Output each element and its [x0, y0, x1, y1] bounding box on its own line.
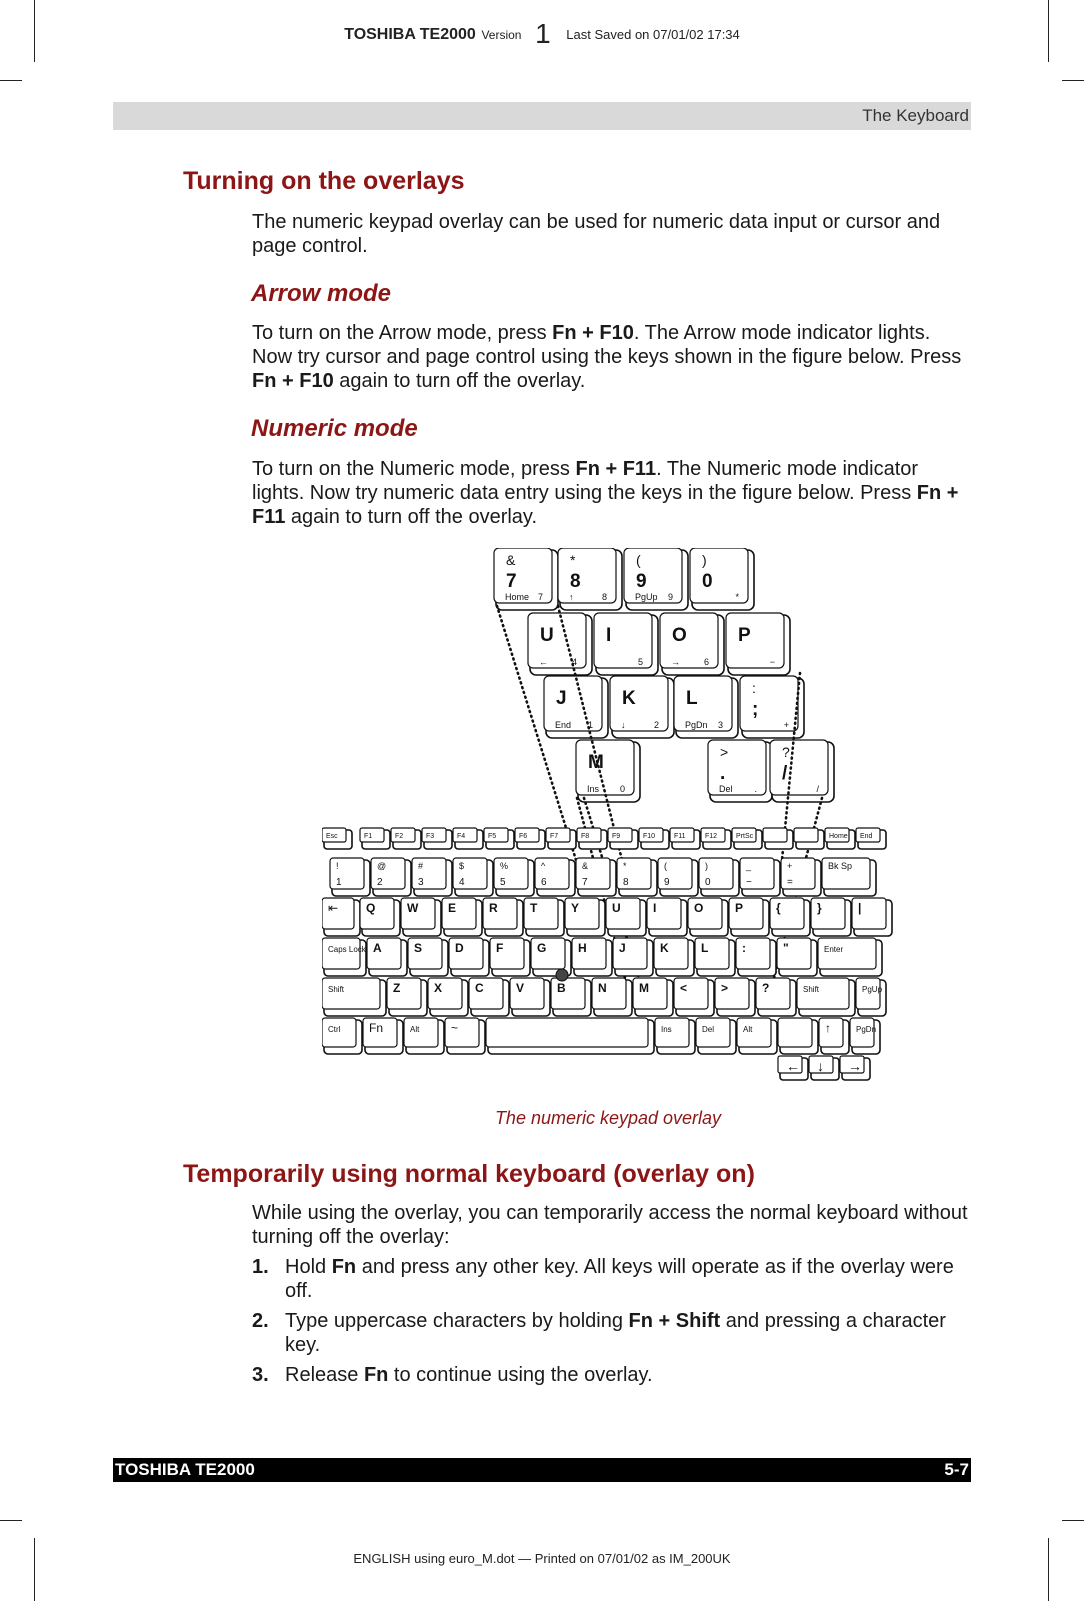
fn-key-label: F5 — [488, 833, 497, 840]
key-label: B — [557, 981, 566, 995]
key-top-label: ) — [702, 552, 707, 568]
key-label: J — [619, 941, 626, 955]
numeric-mode-text — [252, 457, 974, 529]
step-text: and pressing a character key. — [285, 1310, 946, 1356]
key-label: < — [680, 981, 688, 995]
number-row-key — [412, 858, 452, 896]
step-text: to continue using the overlay. — [388, 1364, 653, 1386]
key-label: A — [373, 941, 382, 955]
key-overlay-number: 1 — [587, 720, 593, 730]
home-row-key — [490, 938, 530, 976]
arrow-label: → — [848, 1058, 862, 1074]
key-label: $ — [459, 861, 465, 871]
overlay-key-j — [544, 676, 608, 738]
key-label: 2 — [377, 877, 383, 888]
key-label: > — [721, 981, 729, 995]
shift-row-key — [633, 978, 673, 1016]
key-overlay-label: Home — [505, 592, 530, 602]
bottom-row-key — [404, 1018, 444, 1054]
key-label: 1 — [336, 877, 342, 888]
key-main-label: 8 — [570, 571, 581, 592]
key-overlay-number: 6 — [703, 657, 709, 667]
key-label: PgUp — [862, 985, 883, 994]
tab-icon: ⇤ — [328, 901, 339, 915]
key-overlay-number: 2 — [653, 720, 659, 730]
key-label: 4 — [459, 877, 465, 888]
key-label: Alt — [410, 1025, 420, 1034]
key-overlay-label: ↑ — [569, 592, 574, 602]
key-label: Ctrl — [328, 1025, 341, 1034]
key-label: Y — [571, 901, 580, 915]
key-main-label: J — [556, 688, 567, 709]
key-label: R — [489, 901, 498, 915]
key-label: L — [701, 941, 709, 955]
arrow-key — [840, 1056, 870, 1080]
number-row-key — [658, 858, 698, 896]
key-label: 9 — [664, 877, 670, 888]
fn-key — [639, 828, 669, 849]
key-label: | — [858, 901, 862, 915]
shift-row-key — [856, 978, 886, 1016]
numeric-text-2: . The Numeric mode indicator lights. Now try numeric data entry using the keys in the figure below. Press — [252, 458, 919, 504]
key-main-label: ; — [752, 699, 759, 720]
overlay-key-i — [594, 613, 658, 675]
shift-row-key — [322, 978, 386, 1016]
overlays-intro: The numeric keypad overlay can be used for numeric data input or cursor and page control. — [252, 211, 941, 257]
fn-key — [546, 828, 576, 849]
key-label: O — [694, 901, 704, 915]
overlay-key-k — [610, 676, 674, 738]
key-overlay-number: . — [754, 784, 757, 794]
shift-row-key — [551, 978, 591, 1016]
home-row-key — [818, 938, 882, 976]
step-text: Release — [285, 1364, 364, 1386]
key-top-label: ? — [782, 744, 790, 760]
key-label: G — [537, 941, 547, 955]
step-item — [252, 1363, 972, 1387]
key-label: E — [448, 901, 457, 915]
key-overlay-number: 7 — [537, 592, 543, 602]
bottom-row-key — [696, 1018, 736, 1054]
fn-key — [608, 828, 638, 849]
home-row-key — [695, 938, 735, 976]
arrow-mode-text — [252, 321, 974, 393]
footer-brand: TOSHIBA TE2000 — [115, 1460, 255, 1479]
shift-row-key — [674, 978, 714, 1016]
qwerty-key — [360, 898, 400, 936]
shift-row-key — [387, 978, 427, 1016]
overlay-key-0 — [690, 548, 754, 610]
numeric-key-combo-off: Fn + F11 — [252, 482, 959, 528]
crop-mark — [1062, 80, 1084, 81]
key-label: 3 — [418, 877, 424, 888]
fn-key — [422, 828, 452, 849]
step-item — [252, 1255, 972, 1303]
heading-temporarily-normal-keyboard: Temporarily using normal keyboard (overlay on) — [183, 1160, 755, 1188]
key-label: Bk Sp — [828, 861, 853, 871]
overlay-key-u — [528, 613, 592, 675]
page-footer-bar — [113, 1458, 971, 1482]
key-label: P — [735, 901, 744, 915]
number-row-key — [576, 858, 616, 896]
key-main-label: K — [622, 688, 636, 709]
arrow-text-1: To turn on the Arrow mode, press — [252, 322, 553, 344]
key-label: ! — [336, 861, 339, 871]
number-row-key — [371, 858, 411, 896]
key-main-label: 7 — [506, 571, 517, 592]
key-label: I — [653, 901, 657, 915]
arrow-key — [809, 1056, 839, 1080]
fn-key — [322, 828, 352, 849]
shift-row-key — [428, 978, 468, 1016]
number-row-key — [453, 858, 493, 896]
key-overlay-label: PgDn — [685, 720, 708, 730]
key-label: ^ — [541, 861, 546, 871]
bottom-row-key — [655, 1018, 695, 1054]
key-label: Z — [393, 981, 401, 995]
key-label: { — [776, 901, 781, 915]
overlay-key-m — [576, 740, 640, 802]
key-overlay-label: → — [671, 657, 680, 667]
key-main-label: 9 — [636, 571, 647, 592]
key-label: M — [639, 981, 649, 995]
key-main-label: P — [738, 625, 751, 646]
step-text: Type uppercase characters by holding — [285, 1310, 629, 1332]
fn-key — [701, 828, 731, 849]
fn-key — [453, 828, 483, 849]
qwerty-key — [688, 898, 728, 936]
temporary-intro: While using the overlay, you can temporarily access the normal keyboard without turning off the overlay: — [252, 1202, 968, 1248]
key-top-label: : — [752, 680, 756, 696]
key-label: Caps Lock — [328, 945, 366, 954]
key-overlay-label: Del — [719, 784, 733, 794]
meta-brand: TOSHIBA TE2000 — [344, 26, 476, 43]
fn-key — [732, 828, 762, 849]
fn-key — [391, 828, 421, 849]
key-label: _ — [746, 861, 752, 871]
key-label: Alt — [743, 1025, 753, 1034]
arrow-label: ↓ — [817, 1058, 824, 1074]
fn-key-label: F2 — [395, 833, 404, 840]
fn-key-label: F6 — [519, 833, 528, 840]
key-overlay-label: ← — [539, 657, 548, 667]
crop-mark — [0, 80, 22, 81]
step-item — [252, 1309, 972, 1357]
number-row-key — [781, 858, 821, 896]
key-label: 8 — [623, 877, 629, 888]
key-label: @ — [377, 861, 387, 871]
arrow-key-combo-off: Fn + F10 — [252, 370, 334, 392]
key-main-label: 0 — [702, 571, 713, 592]
pointing-stick — [556, 969, 568, 981]
shift-row-key — [469, 978, 509, 1016]
key-main-label: O — [672, 625, 687, 646]
home-row-key — [613, 938, 653, 976]
key-overlay-number: 9 — [667, 592, 673, 602]
step-number: 1. — [252, 1256, 269, 1278]
fn-key-label: PrtSc — [736, 833, 754, 840]
key-label: Del — [702, 1025, 715, 1034]
steps-list — [252, 1255, 972, 1393]
key-label: * — [623, 861, 627, 871]
key-label: ? — [762, 981, 770, 995]
step-text: and press any other key. All keys will operate as if the overlay were off. — [285, 1256, 954, 1302]
step-number: 2. — [252, 1310, 269, 1332]
number-row-key — [699, 858, 739, 896]
shift-row-key — [756, 978, 796, 1016]
overlay-key-o — [660, 613, 724, 675]
fn-key — [577, 828, 607, 849]
key-label: ) — [705, 861, 708, 871]
key-top-label: ( — [636, 552, 641, 568]
page-number: 5-7 — [944, 1460, 969, 1479]
meta-version-number: 1 — [535, 18, 551, 49]
heading-turning-on-overlays: Turning on the overlays — [183, 167, 465, 195]
fn-key-label: F7 — [550, 833, 559, 840]
key-overlay-number: − — [769, 657, 775, 667]
print-info: ENGLISH using euro_M.dot — Printed on 07/01/02 as IM_200UK — [353, 1551, 731, 1566]
step-number: 3. — [252, 1364, 269, 1386]
chapter-header-bar — [113, 102, 971, 130]
crop-mark — [1062, 1520, 1084, 1521]
shift-row-key — [797, 978, 855, 1016]
key-overlay-number: 3 — [717, 720, 723, 730]
key-label: Shift — [328, 985, 345, 994]
overlay-key-9 — [624, 548, 688, 610]
key-label: ( — [664, 861, 667, 871]
shift-row-key — [592, 978, 632, 1016]
numeric-keypad-overlay-figure — [322, 548, 902, 1096]
key-main-label: M — [588, 752, 604, 773]
number-row-key — [740, 858, 780, 896]
fn-key-label: Home — [829, 833, 848, 840]
key-label: U — [612, 901, 621, 915]
qwerty-key — [852, 898, 892, 936]
key-label: − — [746, 877, 752, 888]
key-label: C — [475, 981, 484, 995]
home-row-key — [777, 938, 817, 976]
step-key: Fn — [331, 1256, 357, 1278]
key-overlay-number: 4 — [571, 657, 577, 667]
key-label: H — [578, 941, 587, 955]
key-label: F — [496, 941, 504, 955]
fn-key-label: End — [860, 833, 873, 840]
shift-row-key — [715, 978, 755, 1016]
key-main-label: U — [540, 625, 554, 646]
key-overlay-label: Ins — [587, 784, 600, 794]
key-label: W — [407, 901, 419, 915]
key-label: 6 — [541, 877, 547, 888]
key-overlay-number: + — [783, 720, 789, 730]
bottom-row-key — [778, 1018, 818, 1054]
fn-key-label: F11 — [674, 833, 686, 840]
fn-key-label: Esc — [326, 833, 338, 840]
key-label: X — [434, 981, 443, 995]
overlay-key-7 — [494, 548, 558, 610]
bottom-row-key — [850, 1018, 880, 1054]
number-row-key — [494, 858, 534, 896]
key-label: } — [817, 901, 822, 915]
fn-key — [484, 828, 514, 849]
bottom-row-key — [486, 1018, 654, 1054]
shift-row-key — [510, 978, 550, 1016]
key-overlay-number: 8 — [601, 592, 607, 602]
fn-key — [825, 828, 855, 849]
key-label: Ins — [661, 1025, 672, 1034]
number-row-key — [330, 858, 370, 896]
qwerty-key — [811, 898, 851, 936]
arrow-text-3: again to turn off the overlay. — [333, 370, 586, 392]
qwerty-key — [442, 898, 482, 936]
bottom-row-key — [363, 1018, 403, 1054]
meta-last-saved: Last Saved on 07/01/02 17:34 — [566, 27, 740, 42]
heading-arrow-mode: Arrow mode — [251, 280, 392, 307]
key-main-label: L — [686, 688, 698, 709]
key-label: Enter — [824, 945, 844, 954]
key-label: S — [414, 941, 423, 955]
heading-numeric-mode: Numeric mode — [251, 415, 418, 442]
home-row-key — [449, 938, 489, 976]
key-label: = — [787, 877, 793, 888]
fn-key — [515, 828, 545, 849]
overlay-key-8 — [558, 548, 622, 610]
qwerty-key — [770, 898, 810, 936]
key-label: PgDn — [856, 1025, 877, 1034]
number-row-key — [617, 858, 657, 896]
key-label: 7 — [582, 877, 588, 888]
full-keyboard-group — [322, 828, 892, 1080]
numeric-text-1: To turn on the Numeric mode, press — [252, 458, 576, 480]
key-label: ~ — [451, 1021, 459, 1035]
figure-caption: The numeric keypad overlay — [494, 1108, 722, 1128]
bottom-row-key — [322, 1018, 362, 1054]
fn-key-label: F9 — [612, 833, 621, 840]
number-row-key — [535, 858, 575, 896]
key-overlay-number: 0 — [619, 784, 625, 794]
key-top-label: > — [720, 744, 729, 760]
fn-key-label: F10 — [643, 833, 656, 840]
home-row-key — [367, 938, 407, 976]
arrow-key-combo: Fn + F10 — [552, 322, 634, 344]
home-row-key — [654, 938, 694, 976]
key-label: 5 — [500, 877, 506, 888]
qwerty-key — [647, 898, 687, 936]
numeric-text-3: again to turn off the overlay. — [285, 506, 537, 528]
key-label: & — [582, 861, 589, 871]
home-row-key — [736, 938, 776, 976]
crop-mark — [1048, 1538, 1049, 1601]
key-label: : — [742, 941, 746, 955]
fn-key-label: F8 — [581, 833, 590, 840]
number-row-key — [822, 858, 876, 896]
fn-key-label: F4 — [457, 833, 466, 840]
bottom-row-key — [445, 1018, 485, 1054]
overlay-key-/ — [770, 740, 834, 802]
qwerty-key — [729, 898, 769, 936]
qwerty-key — [606, 898, 646, 936]
home-row-key — [572, 938, 612, 976]
overlay-key-l — [674, 676, 738, 738]
qwerty-key — [401, 898, 441, 936]
key-label: Fn — [369, 1021, 384, 1035]
overlay-key-p — [726, 613, 790, 675]
key-top-label: & — [506, 552, 516, 568]
meta-version-label: Version — [481, 28, 522, 42]
arrow-label: ← — [786, 1058, 800, 1074]
key-main-label: I — [606, 625, 612, 646]
key-label: ↑ — [825, 1021, 831, 1035]
key-overlay-label: End — [555, 720, 572, 730]
key-label: + — [787, 861, 793, 871]
key-top-label: * — [570, 552, 576, 568]
crop-mark — [34, 1538, 35, 1601]
crop-mark — [0, 1520, 22, 1521]
bottom-row-key — [737, 1018, 777, 1054]
key-label: 0 — [705, 877, 711, 888]
home-row-key — [322, 938, 367, 976]
key-label: V — [516, 981, 525, 995]
key-overlay-label: PgUp — [635, 592, 658, 602]
key-label: Shift — [803, 985, 820, 994]
key-label: T — [530, 901, 538, 915]
document-meta-header — [0, 18, 1084, 50]
fn-key — [794, 828, 824, 849]
arrow-text-2: . The Arrow mode indicator lights. Now try cursor and page control using the keys shown in the figure below. Press — [252, 322, 962, 368]
fn-key — [360, 828, 390, 849]
key-overlay-number: / — [816, 784, 819, 794]
key-label: D — [455, 941, 464, 955]
fn-key-label: F3 — [426, 833, 435, 840]
fn-key — [670, 828, 700, 849]
key-label: " — [783, 941, 789, 955]
qwerty-key — [565, 898, 605, 936]
key-overlay-number: * — [735, 592, 739, 602]
key-overlay-number: 5 — [637, 657, 643, 667]
key-main-label: . — [720, 763, 726, 784]
overlay-key-. — [708, 740, 772, 802]
key-label: N — [598, 981, 607, 995]
key-label: Q — [366, 901, 376, 915]
fn-key — [856, 828, 886, 849]
key-label: % — [500, 861, 509, 871]
bottom-row-key — [819, 1018, 849, 1054]
key-label: # — [418, 861, 424, 871]
step-text: Hold — [285, 1256, 332, 1278]
key-label: K — [660, 941, 669, 955]
fn-key — [763, 828, 793, 849]
home-row-key — [408, 938, 448, 976]
fn-key-label: F12 — [705, 833, 718, 840]
step-key: Fn + Shift — [628, 1310, 721, 1332]
arrow-key — [778, 1056, 808, 1080]
qwerty-key — [524, 898, 564, 936]
chapter-title: The Keyboard — [862, 106, 969, 125]
step-key: Fn — [363, 1364, 389, 1386]
qwerty-key — [483, 898, 523, 936]
key-main-label: / — [782, 763, 788, 784]
key-overlay-label: ↓ — [621, 720, 626, 730]
numeric-key-combo: Fn + F11 — [575, 458, 657, 480]
fn-key-label: F1 — [364, 833, 373, 840]
